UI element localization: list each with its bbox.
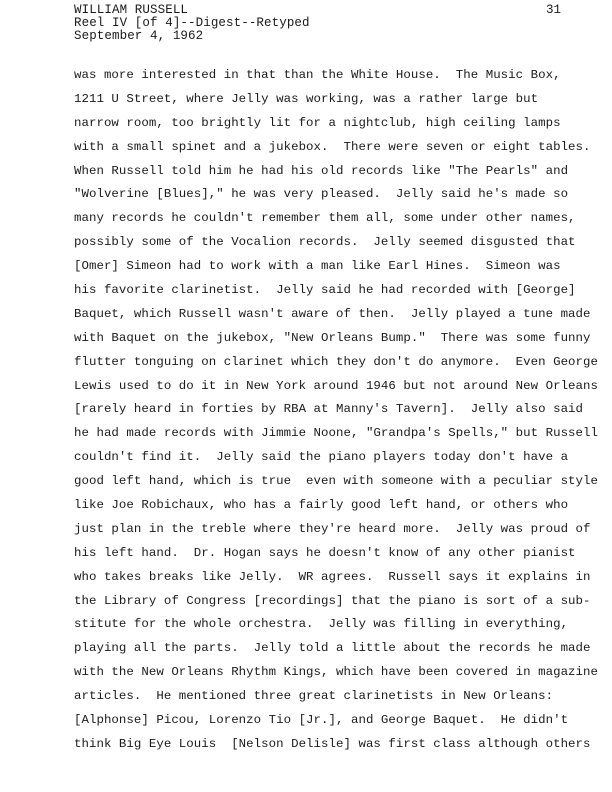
text-line: the Library of Congress [recordings] that the piano is sort of a sub-: [74, 593, 591, 608]
text-line: playing all the parts. Jelly told a little about the records he made: [74, 641, 591, 656]
page-number: 31: [546, 3, 562, 17]
text-line: flutter tonguing on clarinet which they don't do anymore. Even George: [74, 354, 598, 369]
text-line: Baquet, which Russell wasn't aware of then. Jelly played a tune made: [74, 306, 591, 321]
text-line: his left hand. Dr. Hogan says he doesn't know of any other pianist: [74, 545, 576, 560]
text-line: many records he couldn't remember them all, some under other names,: [74, 211, 576, 226]
text-line: with Baquet on the jukebox, "New Orleans Bump." There was some funny: [74, 330, 591, 345]
text-line: "Wolverine [Blues]," he was very pleased. Jelly said he's made so: [74, 187, 569, 202]
text-line: [Omer] Simeon had to work with a man like Earl Hines. Simeon was: [74, 259, 561, 274]
text-line: with the New Orleans Rhythm Kings, which have been covered in magazine: [74, 665, 598, 680]
text-line: Lewis used to do it in New York around 1946 but not around New Orleans: [74, 378, 598, 393]
text-line: think Big Eye Louis [Nelson Delisle] was first class although others: [74, 736, 591, 751]
text-line: narrow room, too brightly lit for a nightclub, high ceiling lamps: [74, 115, 561, 130]
text-line: good left hand, which is true even with someone with a peculiar style: [74, 474, 598, 489]
header-reel: Reel IV [of 4]--Digest--Retyped: [74, 16, 310, 30]
text-line: his favorite clarinetist. Jelly said he had recorded with [George]: [74, 283, 576, 298]
text-line: 1211 U Street, where Jelly was working, was a rather large but: [74, 91, 539, 106]
text-line: just plan in the treble where they're heard more. Jelly was proud of: [74, 521, 591, 536]
text-line: [rarely heard in forties by RBA at Manny's Tavern]. Jelly also said: [74, 402, 584, 417]
text-line: [Alphonse] Picou, Lorenzo Tio [Jr.], and George Baquet. He didn't: [74, 713, 569, 728]
text-line: stitute for the whole orchestra. Jelly was filling in everything,: [74, 617, 569, 632]
header-date: September 4, 1962: [74, 29, 204, 43]
text-line: When Russell told him he had his old records like "The Pearls" and: [74, 163, 569, 178]
header-name: WILLIAM RUSSELL: [74, 3, 189, 17]
text-line: possibly some of the Vocalion records. Jelly seemed disgusted that: [74, 235, 576, 250]
page-header: [74, 4, 310, 43]
text-line: he had made records with Jimmie Noone, "Grandpa's Spells," but Russell: [74, 426, 598, 441]
text-line: like Joe Robichaux, who has a fairly good left hand, or others who: [74, 498, 569, 513]
text-line: couldn't find it. Jelly said the piano players today don't have a: [74, 450, 569, 465]
text-line: articles. He mentioned three great clarinetists in New Orleans:: [74, 689, 554, 704]
text-line: with a small spinet and a jukebox. There were seven or eight tables.: [74, 139, 591, 154]
text-line: who takes breaks like Jelly. WR agrees. Russell says it explains in: [74, 569, 591, 584]
text-line: was more interested in that than the White House. The Music Box,: [74, 68, 561, 82]
transcript-body: [74, 64, 598, 757]
